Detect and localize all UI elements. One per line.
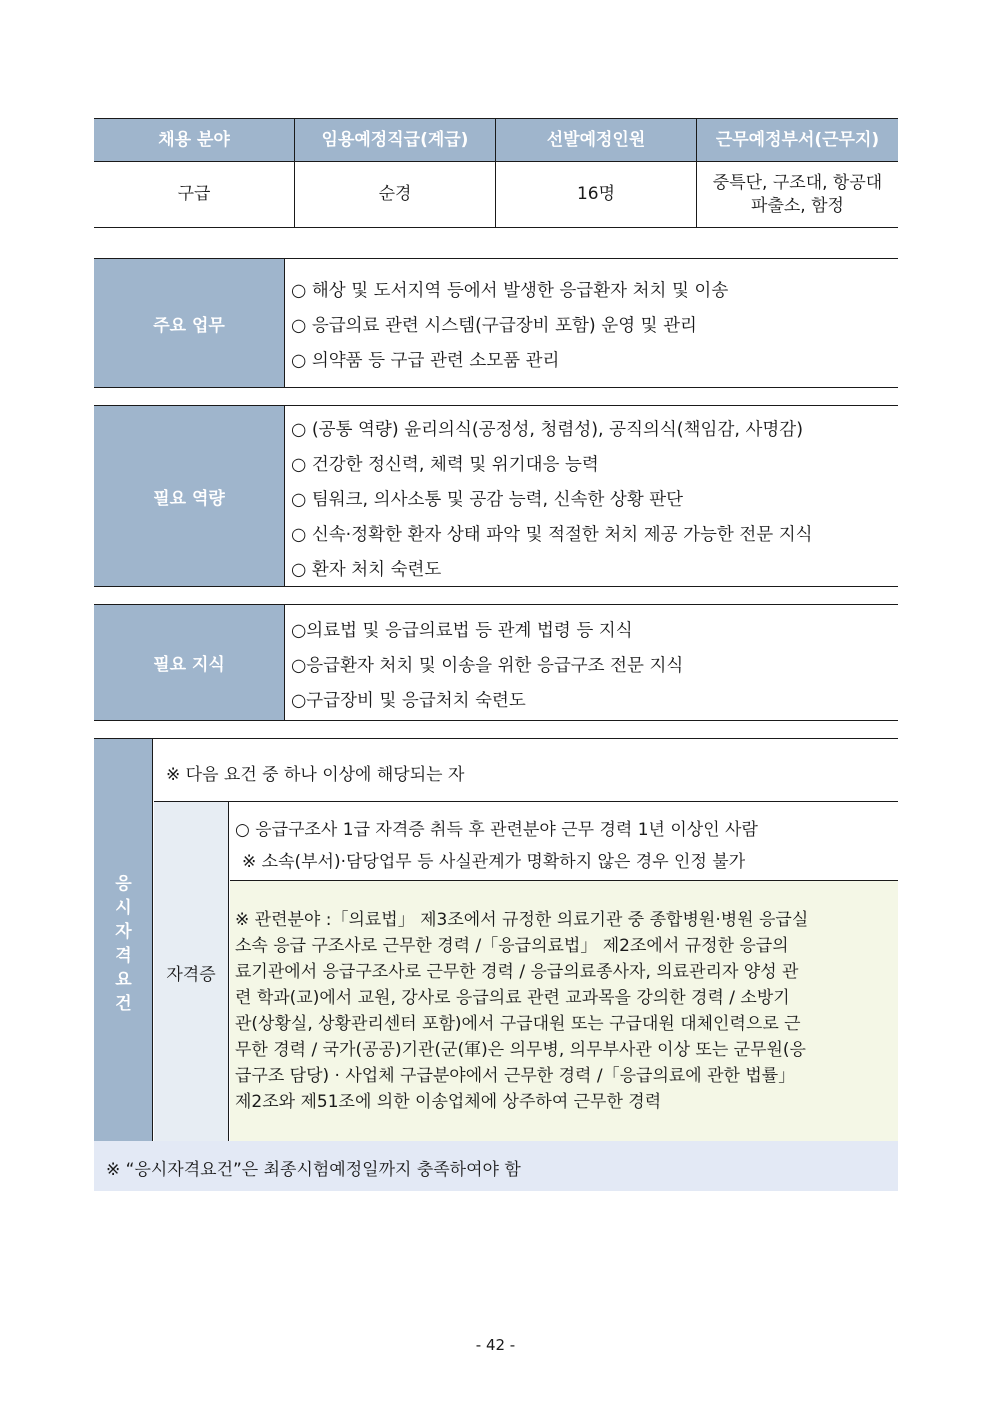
certificate-line-1: ○ 응급구조사 1급 자격증 취득 후 관련분야 근무 경력 1년 이상인 사람 xyxy=(235,820,758,840)
related-field-detail xyxy=(230,881,898,1142)
certificate-requirement xyxy=(230,802,898,881)
cell-rank: 순경 xyxy=(378,184,412,204)
duties-label: 주요 업무 xyxy=(94,259,285,387)
paragraph-line: 급구조 담당) · 사업체 구급분야에서 근무한 경력 /「응급의료에 관한 법률」 xyxy=(235,1066,796,1086)
cell-department xyxy=(697,162,898,227)
footnote-text: ※ “응시자격요건”은 최종시험예정일까지 충족하여야 함 xyxy=(106,1160,521,1180)
label-char: 시 xyxy=(115,898,132,918)
header-headcount: 선발예정인원 xyxy=(546,130,646,150)
knowledge-section xyxy=(94,604,898,721)
duties-section xyxy=(94,258,898,388)
list-item: ○ 신속·정확한 환자 상태 파악 및 적절한 처치 제공 가능한 전문 지식 xyxy=(291,525,813,545)
list-item: ○ 의약품 등 구급 관련 소모품 관리 xyxy=(291,351,560,371)
list-item: ○ 팀워크, 의사소통 및 공감 능력, 신속한 상황 판단 xyxy=(291,490,684,510)
qualification-notice xyxy=(154,739,898,802)
paragraph-line: 료기관에서 응급구조사로 근무한 경력 / 응급의료종사자, 의료관리자 양성 관 xyxy=(235,962,799,982)
footnote-box xyxy=(94,1141,898,1191)
label-char: 격 xyxy=(115,946,132,966)
knowledge-label: 필요 지식 xyxy=(94,605,285,720)
competency-section xyxy=(94,405,898,587)
department-line-1: 중특단, 구조대, 항공대 xyxy=(712,172,883,193)
paragraph-line: ※ 관련분야 :「의료법」 제3조에서 규정한 의료기관 중 종합병원·병원 응급실 xyxy=(235,910,809,930)
page-number: - 42 - xyxy=(475,1336,516,1354)
list-item: ○구급장비 및 응급처치 숙련도 xyxy=(291,691,526,711)
list-item: ○ 환자 처치 숙련도 xyxy=(291,560,442,580)
notice-text: ※ 다음 요건 중 하나 이상에 해당되는 자 xyxy=(166,765,465,785)
paragraph-line: 제2조와 제51조에 의한 이송업체에 상주하여 근무한 경력 xyxy=(235,1092,662,1112)
paragraph-line: 소속 응급 구조사로 근무한 경력 /「응급의료법」 제2조에서 규정한 응급의 xyxy=(235,936,789,956)
recruitment-table xyxy=(94,118,898,228)
paragraph-line: 관(상황실, 상황관리센터 포함)에서 구급대원 또는 구급대원 대체인력으로 근 xyxy=(235,1014,801,1034)
list-item: ○ 응급의료 관련 시스템(구급장비 포함) 운영 및 관리 xyxy=(291,316,697,336)
paragraph-line: 련 학과(교)에서 교원, 강사로 응급의료 관련 교과목을 강의한 경력 / 소방기 xyxy=(235,988,790,1008)
certificate-line-2: ※ 소속(부서)·담당업무 등 사실관계가 명확하지 않은 경우 인정 불가 xyxy=(242,852,746,872)
header-rank: 임용예정직급(계급) xyxy=(321,130,469,150)
header-field: 채용 분야 xyxy=(158,130,230,150)
cell-field: 구급 xyxy=(177,184,211,204)
label-char: 건 xyxy=(115,994,132,1014)
related-field-paragraph xyxy=(235,907,891,1115)
header-department: 근무예정부서(근무지) xyxy=(715,130,880,150)
list-item: ○ 해상 및 도서지역 등에서 발생한 응급환자 처치 및 이송 xyxy=(291,281,729,301)
qualification-section xyxy=(94,738,898,1143)
column-divider xyxy=(495,119,496,227)
list-item: ○응급환자 처치 및 이송을 위한 응급구조 전문 지식 xyxy=(291,656,684,676)
label-char: 응 xyxy=(115,874,132,894)
list-item: ○ 건강한 정신력, 체력 및 위기대응 능력 xyxy=(291,455,599,475)
column-divider xyxy=(294,119,295,227)
department-line-2: 파출소, 함정 xyxy=(751,195,844,216)
list-item: ○ (공통 역량) 윤리의식(공정성, 청렴성), 공직의식(책임감, 사명감) xyxy=(291,420,804,440)
label-char: 요 xyxy=(115,970,132,990)
competency-label: 필요 역량 xyxy=(94,406,285,586)
cell-headcount: 16명 xyxy=(576,184,616,204)
label-char: 자 xyxy=(115,922,132,942)
paragraph-line: 무한 경력 / 국가(공공)기관(군(軍)은 의무병, 의무부사관 이상 또는 군무원(응 xyxy=(235,1040,806,1060)
certificate-label: 자격증 xyxy=(154,802,229,1142)
qualification-label xyxy=(94,739,153,1142)
column-divider xyxy=(696,119,697,227)
list-item: ○의료법 및 응급의료법 등 관계 법령 등 지식 xyxy=(291,621,633,641)
